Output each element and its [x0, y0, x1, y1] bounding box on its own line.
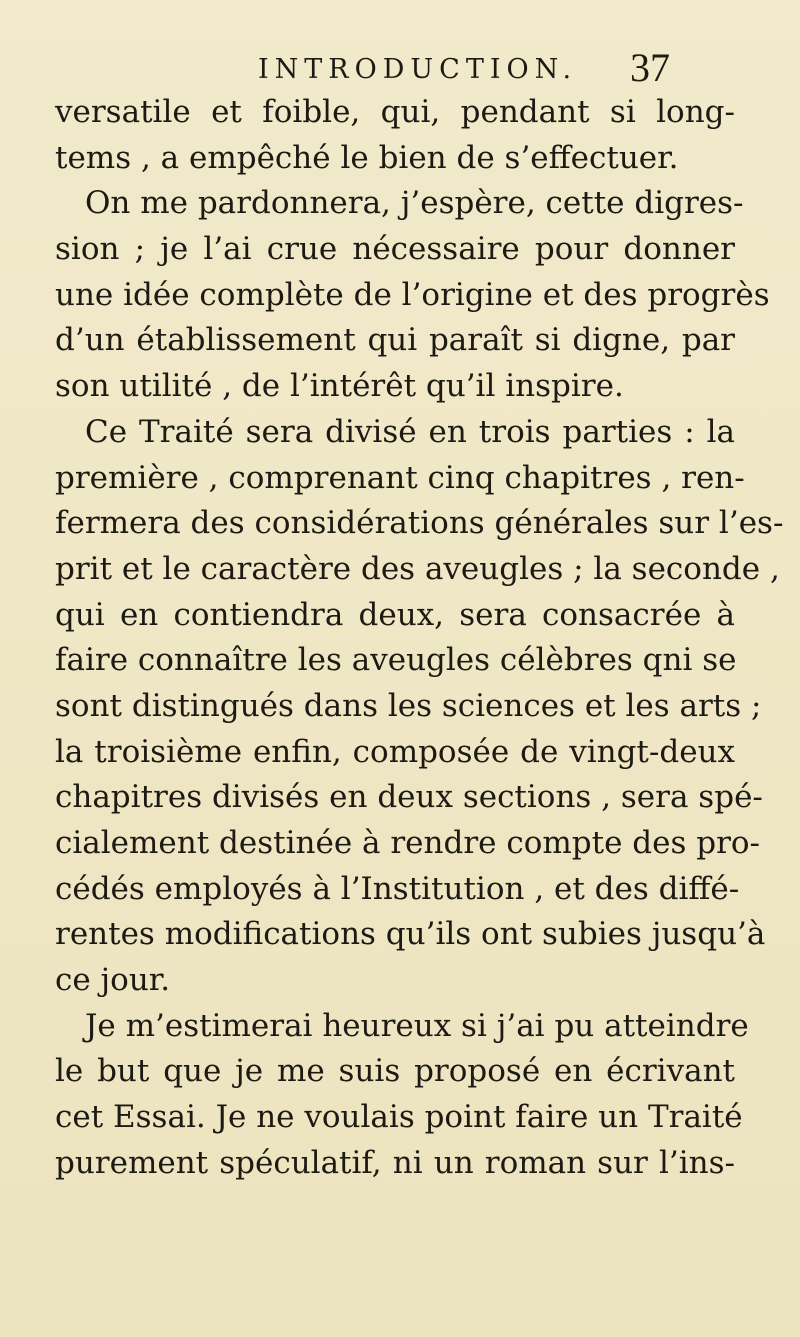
paragraph-start-line: Ce Traité sera divisé en trois parties : la	[85, 413, 735, 450]
text-line: sion ; je l’ai crue nécessaire pour donner	[55, 231, 735, 268]
text-line: ce jour.	[55, 962, 171, 999]
text-line: qui en contiendra deux, sera consacrée à	[55, 596, 735, 633]
paragraph-start-line: On me pardonnera, j’espère, cette digres-	[85, 185, 744, 222]
text-line: prit et le caractère des aveugles ; la seconde ,	[55, 550, 780, 587]
text-line: fermera des considérations générales sur l’es-	[55, 505, 784, 542]
text-line: son utilité , de l’intérêt qu’il inspire.	[55, 368, 624, 405]
text-line: faire connaître les aveugles célèbres qni se	[55, 642, 737, 679]
text-line: une idée complète de l’origine et des progrès	[55, 276, 770, 313]
page-number: 37	[630, 45, 670, 90]
text-line: cédés employés à l’Institution , et des diffé-	[55, 870, 740, 907]
text-line: versatile et foible, qui, pendant si long-	[55, 94, 735, 130]
running-head	[0, 44, 800, 94]
text-line: première , comprenant cinq chapitres , ren-	[55, 459, 745, 496]
text-line: la troisième enfin, composée de vingt-deux	[55, 733, 735, 770]
text-line: chapitres divisés en deux sections , sera spé-	[55, 779, 763, 816]
text-line: rentes modifications qu’ils ont subies jusqu’à	[55, 916, 766, 953]
text-line: tems , a empêché le bien de s’effectuer.	[55, 139, 679, 176]
running-title: INTRODUCTION.	[258, 54, 578, 85]
text-line: cialement destinée à rendre compte des pro-	[55, 825, 761, 861]
text-line: d’un établissement qui paraît si digne, par	[55, 322, 735, 359]
body-text	[55, 90, 784, 1187]
text-line: le but que je me suis proposé en écrivant	[55, 1053, 735, 1090]
text-line: cet Essai. Je ne voulais point faire un Traité	[55, 1099, 743, 1136]
paragraph-start-line: Je m’estimerai heureux si j’ai pu atteindre	[85, 1007, 749, 1044]
text-line: sont distingués dans les sciences et les arts ;	[55, 687, 762, 724]
text-line: purement spéculatif, ni un roman sur l’ins-	[55, 1144, 735, 1181]
